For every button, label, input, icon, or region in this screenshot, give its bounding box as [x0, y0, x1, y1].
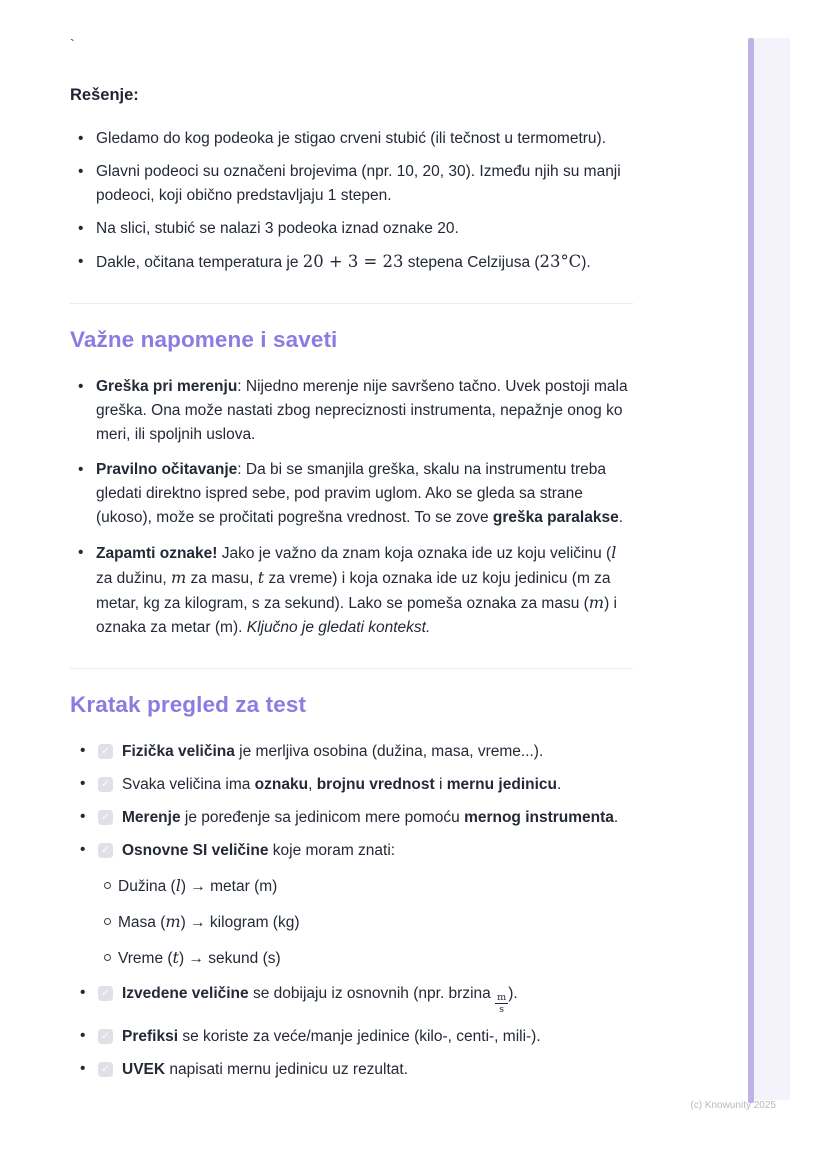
- text-segment: stepena Celzijusa (: [403, 254, 540, 271]
- checklist-text: [122, 776, 561, 793]
- sub-list-item: [70, 946, 636, 971]
- text-segment: ).: [508, 985, 518, 1002]
- text-segment: oznaku: [254, 776, 309, 793]
- bullet-item: [70, 127, 636, 151]
- checklist-item: [70, 1058, 636, 1082]
- checklist-text: [122, 842, 395, 859]
- checklist-text: [122, 743, 543, 760]
- bullet-item: [70, 217, 636, 241]
- text-segment: Merenje: [122, 809, 181, 826]
- text-segment: Vreme (: [118, 950, 173, 967]
- fraction-m-over-s: $\frac{m}{s}$: [497, 992, 507, 1016]
- text-segment: ,: [308, 776, 317, 793]
- text-segment: Greška pri merenju: [96, 378, 238, 395]
- checklist-text: [122, 1061, 408, 1078]
- checked-checkbox-icon: • ✓: [98, 744, 113, 759]
- text-segment: je poređenje sa jedinicom mere pomoću: [180, 809, 465, 826]
- text-segment: je merljiva osobina (dužina, masa, vreme...).: [234, 743, 544, 760]
- checked-checkbox-icon: • ✓: [98, 986, 113, 1001]
- text-segment: l: [611, 543, 617, 562]
- notes-bullet-list: [70, 375, 636, 640]
- text-segment: UVEK: [122, 1061, 166, 1079]
- text-segment: 23°C: [539, 252, 582, 271]
- review-heading: Kratak pregled za test: [70, 692, 307, 717]
- solution-heading: Rešenje:: [70, 86, 139, 104]
- checked-checkbox-icon: • ✓: [98, 1029, 113, 1044]
- text-segment: ).: [581, 254, 591, 271]
- text-segment: Na slici, stubić se nalazi 3 podeoka iznad oznake 20.: [96, 220, 459, 237]
- text-segment: Glavni podeoci su označeni brojevima (npr. 10, 20, 30). Između njih su manji podeoci, koji obično predstavljaju 1 stepen.: [96, 163, 621, 204]
- solution-bullet-list: [70, 127, 636, 275]
- text-segment: : Da bi se smanjila greška, skalu na instrumentu treba gledati direktno ispred sebe, pod pravim uglom. Ako se gleda sa strane (ukoso), može se pročitati pogrešna vrednost. To se zove: [96, 461, 607, 526]
- checked-checkbox-icon: • ✓: [98, 810, 113, 825]
- text-segment: t: [172, 948, 180, 967]
- checklist-item: [70, 982, 636, 1016]
- checklist-text: [122, 985, 518, 1016]
- text-segment: ) i oznaka za metar (m).: [96, 595, 617, 636]
- text-segment: Dužina (: [118, 878, 176, 895]
- text-segment: Svaka veličina ima: [122, 776, 255, 793]
- checklist-item: [70, 806, 636, 830]
- text-segment: mernu jedinicu: [446, 776, 557, 793]
- text-segment: Jako je važno da znam koja oznaka ide uz koju veličinu (: [217, 545, 612, 562]
- sub-list-item: [70, 910, 636, 935]
- text-segment: Fizička veličina: [122, 743, 235, 760]
- checked-checkbox-icon: • ✓: [98, 843, 113, 858]
- text-segment: koje moram znati:: [268, 842, 396, 859]
- checked-checkbox-icon: • ✓: [98, 1062, 113, 1077]
- next-page-edge: [754, 38, 790, 1100]
- text-segment: Prefiksi: [122, 1028, 179, 1046]
- checklist-item: [70, 1025, 636, 1049]
- text-segment: Dakle, očitana temperatura je: [96, 254, 303, 271]
- text-segment: .: [618, 509, 624, 526]
- text-segment: brojnu vrednost: [316, 776, 435, 793]
- text-segment: Zapamti oznake!: [96, 545, 218, 562]
- text-segment: Masa (: [118, 914, 166, 931]
- text-segment: Ključno je gledati kontekst.: [246, 619, 431, 636]
- section-divider: [70, 303, 633, 304]
- text-segment: ) → kilogram (kg): [180, 914, 300, 931]
- text-segment: Pravilno očitavanje: [96, 461, 238, 478]
- text-segment: m: [170, 568, 187, 587]
- text-segment: t: [257, 568, 265, 587]
- text-segment: za vreme) i koja oznaka ide uz koju jedinicu (m za metar, kg za kilogram, s za sekund). Lako se pomeša oznaka za masu (: [96, 570, 611, 612]
- text-segment: .: [557, 776, 562, 793]
- text-segment: mernog instrumenta: [464, 809, 614, 826]
- text-segment: l: [175, 876, 181, 895]
- text-segment: 20 + 3 = 23: [302, 252, 404, 271]
- bullet-item: [70, 541, 636, 640]
- text-segment: za dužinu,: [96, 570, 171, 587]
- notes-heading: Važne napomene i saveti: [70, 327, 338, 352]
- scrollbar-thumb[interactable]: [748, 38, 754, 1103]
- sub-list-item: [70, 874, 636, 899]
- checked-checkbox-icon: • ✓: [98, 777, 113, 792]
- text-segment: napisati mernu jedinicu uz rezultat.: [165, 1061, 409, 1079]
- text-segment: : Nijedno merenje nije savršeno tačno. Uvek postoji mala greška. Ona može nastati zbog nepreciznosti instrumenta, nepažnje onog ko meri, ili spoljnih uslova.: [96, 378, 628, 443]
- checklist-item: [70, 773, 636, 797]
- text-segment: se koriste za veće/manje jedinice (kilo-, centi-, mili-).: [178, 1028, 541, 1046]
- bullet-item: [70, 458, 636, 530]
- bullet-item: [70, 375, 636, 447]
- text-segment: ) → sekund (s): [179, 950, 281, 967]
- text-segment: m: [165, 912, 181, 931]
- text-segment: .: [613, 809, 619, 826]
- text-segment: Izvedene veličine: [122, 985, 249, 1002]
- text-segment: ) → metar (m): [180, 878, 278, 895]
- text-segment: Gledamo do kog podeoka je stigao crveni stubić (ili tečnost u termometru).: [96, 130, 607, 147]
- text-segment: i: [434, 776, 447, 793]
- text-segment: m: [588, 593, 605, 612]
- checklist-text: [122, 1028, 541, 1045]
- text-segment: za masu,: [186, 570, 258, 587]
- copyright-watermark: (c) Knowunity 2025: [690, 1100, 776, 1111]
- stray-backtick-mark: `: [70, 36, 75, 52]
- checklist-item: [70, 740, 636, 764]
- document-content: [70, 36, 636, 1091]
- section-divider: [70, 668, 633, 669]
- text-segment: greška paralakse: [492, 509, 619, 526]
- checklist-item: [70, 839, 636, 971]
- si-units-sub-list: [70, 874, 636, 971]
- review-checklist: [70, 740, 636, 1082]
- checklist-text: [122, 809, 618, 826]
- text-segment: se dobijaju iz osnovnih (npr. brzina: [248, 985, 496, 1002]
- text-segment: Osnovne SI veličine: [122, 842, 269, 859]
- bullet-item: [70, 160, 636, 208]
- bullet-item: [70, 250, 636, 275]
